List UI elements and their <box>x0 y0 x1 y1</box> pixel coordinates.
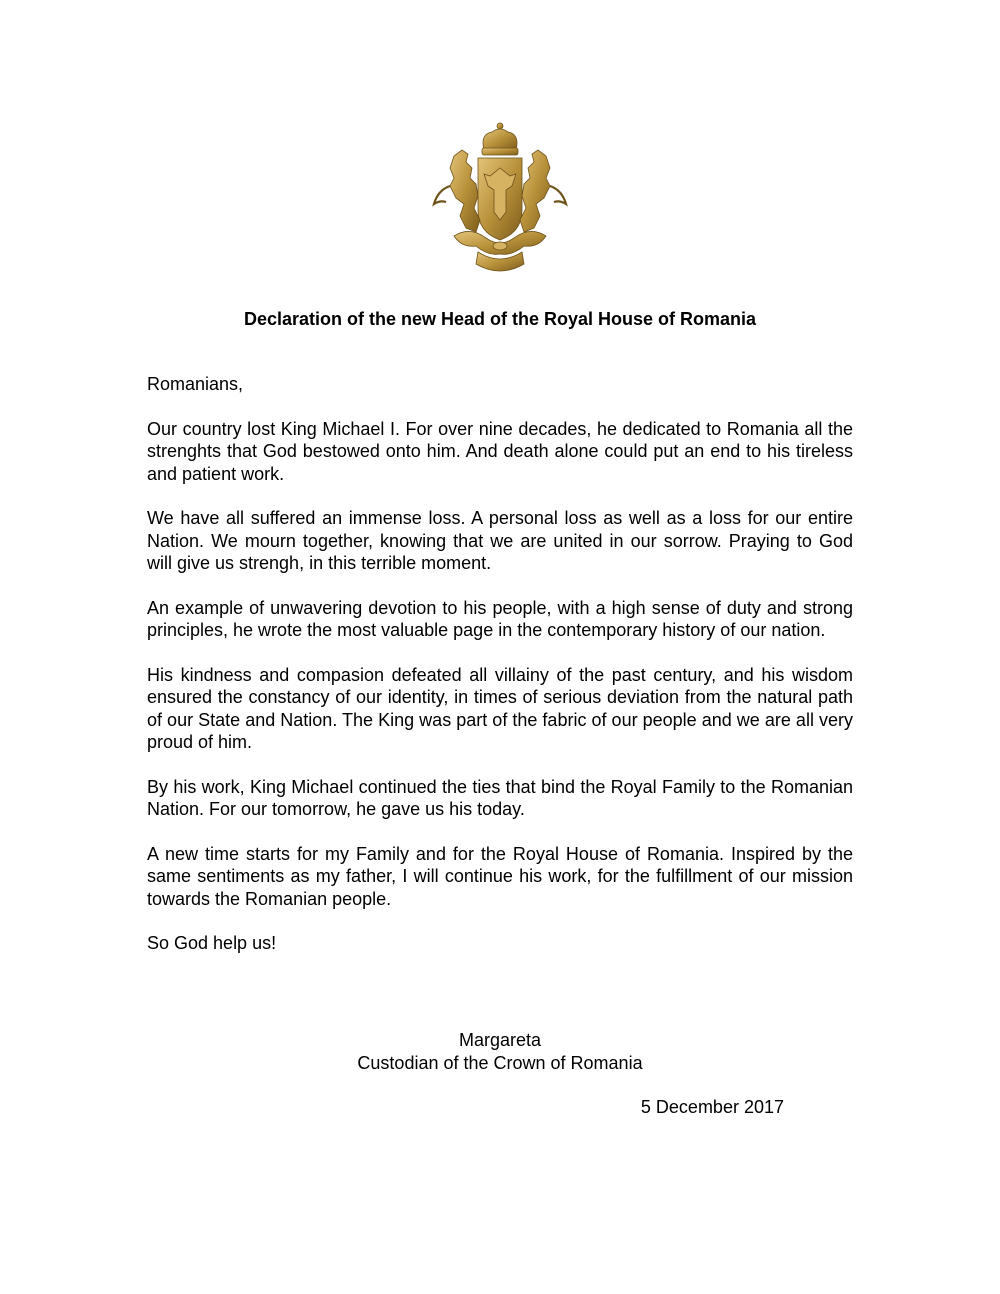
signatory-name: Margareta <box>458 1030 542 1050</box>
signature-block <box>0 1029 1000 1074</box>
declaration-body <box>147 373 853 977</box>
document-date: 5 December 2017 <box>640 1097 784 1117</box>
document-title: Declaration of the new Head of the Royal House of Romania <box>243 309 757 329</box>
paragraph: By his work, King Michael continued the ties that bind the Royal Family to the Romanian Nation. For our tomorrow, he gave us his today. <box>147 776 853 819</box>
signatory-role: Custodian of the Crown of Romania <box>357 1052 643 1073</box>
paragraph: A new time starts for my Family and for the Royal House of Romania. Inspired by the same sentiments as my father, I will continue his work, for the fulfillment of our mission towards the Romanian people. <box>147 843 853 909</box>
royal-coat-of-arms-icon <box>420 120 580 280</box>
paragraph: His kindness and compasion defeated all villainy of the past century, and his wisdom ensured the constancy of our identity, in times of serious deviation from the natural path of our State and Nation. The King was part of the fabric of our people and we are all very proud of him. <box>147 664 853 752</box>
paragraph: An example of unwavering devotion to his people, with a high sense of duty and strong principles, he wrote the most valuable page in the contemporary history of our nation. <box>147 597 853 640</box>
salutation: Romanians, <box>147 374 244 394</box>
closing-line: So God help us! <box>147 933 277 953</box>
paragraph: Our country lost King Michael I. For over nine decades, he dedicated to Romania all the strenghts that God bestowed onto him. And death alone could put an end to his tireless and patient work. <box>147 418 853 484</box>
paragraph: We have all suffered an immense loss. A personal loss as well as a loss for our entire Nation. We mourn together, knowing that we are united in our sorrow. Praying to God will give us strengh, in this terrible moment. <box>147 508 853 573</box>
